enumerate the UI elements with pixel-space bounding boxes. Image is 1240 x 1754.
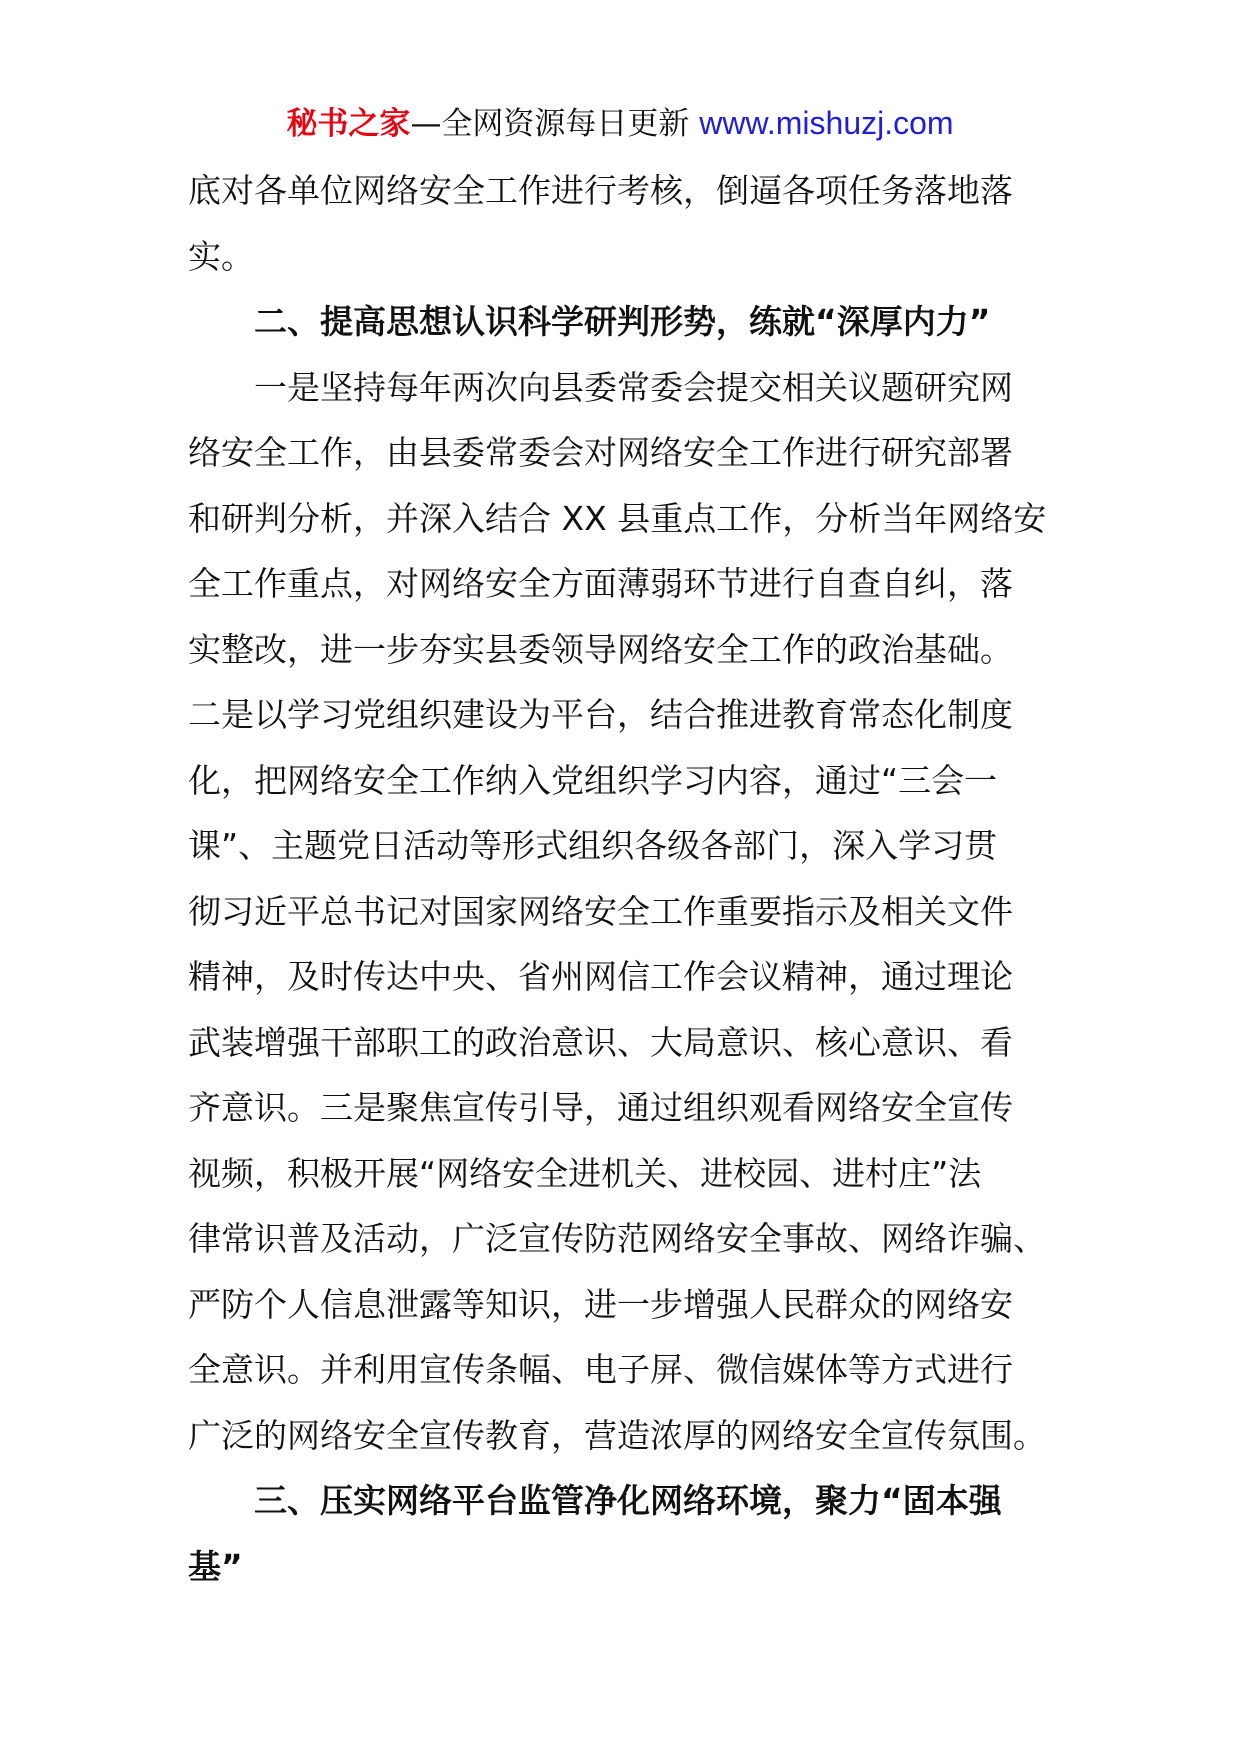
text-line: 武装增强干部职工的政治意识、大局意识、核心意识、看 (188, 1022, 1013, 1062)
text-line: 律常识普及活动，广泛宣传防范网络安全事故、网络诈骗、 (188, 1219, 1046, 1258)
text-line: 和研判分析，并深入结合 XX 县重点工作，分析当年网络安 (188, 498, 1047, 538)
text-line: 精神，及时传达中央、省州网信工作会议精神，通过理论 (188, 957, 1013, 996)
text-line: 广泛的网络安全宣传教育，营造浓厚的网络安全宣传氛围。 (188, 1415, 1046, 1455)
page-header (0, 101, 1240, 146)
text-line: 实。 (188, 236, 254, 276)
section-heading-continued: 基” (188, 1546, 243, 1586)
text-line: 络安全工作，由县委常委会对网络安全工作进行研究部署 (188, 433, 1013, 472)
text-line: 化，把网络安全工作纳入党组织学习内容，通过“三会一 (188, 760, 998, 800)
text-line: 严防个人信息泄露等知识，进一步增强人民群众的网络安 (188, 1284, 1013, 1324)
text-line: 底对各单位网络安全工作进行考核，倒逼各项任务落地落 (188, 171, 1013, 210)
text-line: 二是以学习党组织建设为平台，结合推进教育常态化制度 (188, 695, 1013, 734)
text-line: 视频，积极开展“网络安全进机关、进校园、进村庄”法 (188, 1153, 982, 1193)
text-line: 实整改，进一步夯实县委领导网络安全工作的政治基础。 (188, 629, 1013, 669)
header-tagline: —全网资源每日更新 (410, 106, 700, 142)
brand-name: 秘书之家 (286, 106, 411, 142)
section-heading: 二、提高思想认识科学研判形势，练就“深厚内力” (254, 302, 991, 341)
text-line: 全工作重点，对网络安全方面薄弱环节进行自查自纠，落 (188, 564, 1013, 603)
text-line: 一是坚持每年两次向县委常委会提交相关议题研究网 (254, 367, 1013, 407)
document-body (188, 158, 1058, 1599)
section-heading: 三、压实网络平台监管净化网络环境，聚力“固本强 (254, 1481, 1002, 1520)
site-url-link[interactable]: www.mishuzj.com (699, 105, 954, 141)
text-line: 齐意识。三是聚焦宣传引导，通过组织观看网络安全宣传 (188, 1088, 1013, 1127)
text-line: 彻习近平总书记对国家网络安全工作重要指示及相关文件 (188, 891, 1013, 931)
text-line: 课”、主题党日活动等形式组织各级各部门，深入学习贯 (188, 826, 998, 865)
text-line: 全意识。并利用宣传条幅、电子屏、微信媒体等方式进行 (188, 1350, 1013, 1389)
